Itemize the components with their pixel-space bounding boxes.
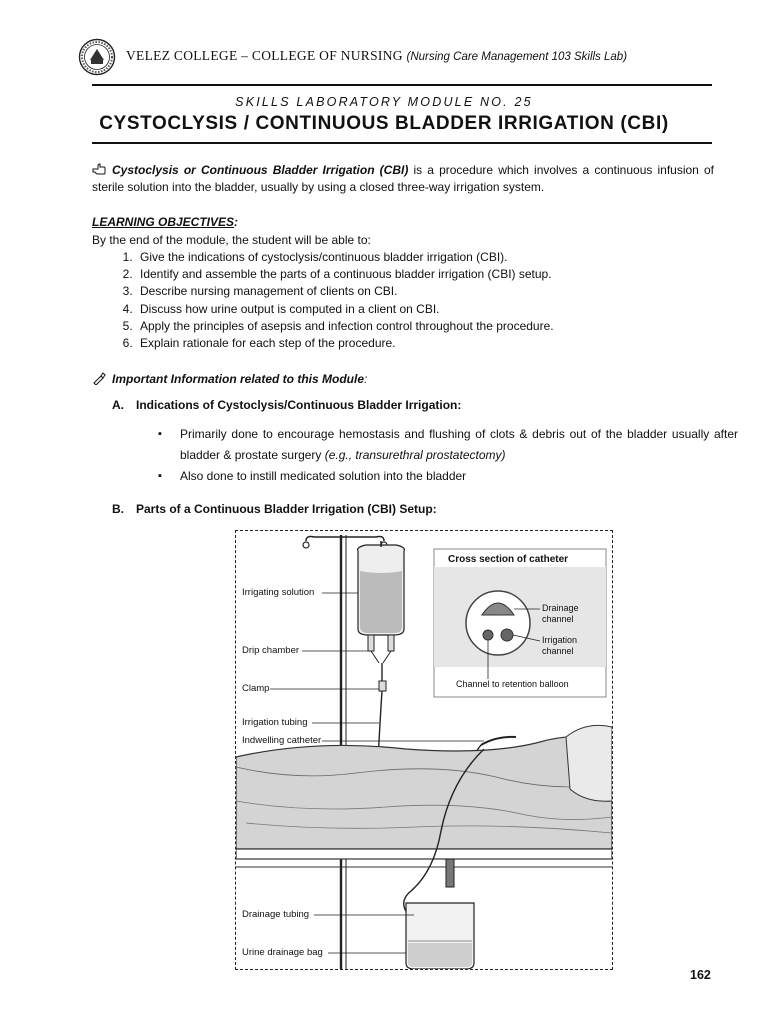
bag-hanger (446, 859, 454, 887)
list-item: 4. Discuss how urine output is computed in a client on CBI. (136, 301, 714, 318)
section-a-heading (112, 398, 461, 412)
intro-term: Cystoclysis or Continuous Bladder Irrigation (CBI) (112, 163, 409, 177)
pointing-hand-icon (92, 162, 106, 176)
svg-text:Drainage: Drainage (542, 603, 579, 613)
svg-text:Irrigation: Irrigation (542, 635, 578, 645)
example-text: (e.g., transurethral prostatectomy) (324, 448, 506, 462)
clamp (379, 681, 386, 691)
inset-title: Cross section of catheter (448, 554, 569, 565)
label-drip-chamber: Drip chamber (242, 645, 300, 656)
label-irrigation-tubing: Irrigation tubing (242, 717, 308, 728)
college-name: VELEZ COLLEGE – COLLEGE OF NURSING (126, 48, 403, 63)
list-item: 6. Explain rationale for each step of the procedure. (136, 335, 714, 352)
learning-objectives-heading: LEARNING OBJECTIVES: (92, 215, 239, 229)
drip-chamber (368, 635, 374, 651)
list-item: 1. Give the indications of cystoclysis/continuous bladder irrigation (CBI). (136, 249, 714, 266)
cbi-setup-illustration (236, 531, 612, 969)
bed-frame (236, 849, 612, 859)
objectives-list (92, 249, 714, 352)
list-item: 3. Describe nursing management of clients on CBI. (136, 283, 714, 300)
cbi-setup-figure (235, 530, 613, 970)
intro-text: is a procedure which involves a continuous infusion of sterile solution into the bladder, usually by using a closed three-way irrigation system. (92, 163, 714, 194)
important-info-heading: Important Information related to this Module: (92, 371, 714, 388)
patient-on-bed (236, 736, 612, 849)
retention-channel (483, 630, 493, 640)
indications-list (156, 424, 738, 487)
learning-objectives-intro: By the end of the module, the student will be able to: (92, 233, 371, 247)
page-title: CYSTOCLYSIS / CONTINUOUS BLADDER IRRIGATION (CBI) (99, 113, 669, 134)
header-text (126, 48, 627, 64)
college-seal-icon (78, 38, 116, 76)
header-divider (92, 84, 712, 86)
label-urine-drainage-bag: Urine drainage bag (242, 947, 323, 958)
iv-hook (306, 537, 384, 542)
irrigation-channel (501, 629, 513, 641)
intro-paragraph (92, 162, 714, 196)
section-letter: B. (112, 502, 124, 516)
pillow (566, 725, 612, 801)
list-item: 2. Identify and assemble the parts of a continuous bladder irrigation (CBI) setup. (136, 266, 714, 283)
catheter-cross-section (466, 591, 530, 655)
svg-text:Channel to retention balloon: Channel to retention balloon (456, 679, 569, 689)
section-title: Parts of a Continuous Bladder Irrigation (CBI) Setup: (136, 502, 437, 516)
label-clamp: Clamp (242, 683, 270, 694)
svg-text:channel: channel (542, 646, 574, 656)
document-header (86, 40, 726, 74)
list-item: ▪ Also done to instill medicated solution into the bladder (180, 466, 738, 487)
indwelling-catheter (481, 737, 516, 745)
label-irrigating-solution: Irrigating solution (242, 587, 315, 598)
section-letter: A. (112, 398, 124, 412)
section-b-heading (112, 502, 437, 516)
label-indwelling-catheter: Indwelling catheter (242, 735, 322, 746)
page-number: 162 (690, 968, 711, 982)
label-drainage-tubing: Drainage tubing (242, 909, 310, 920)
module-number: SKILLS LABORATORY MODULE NO. 25 (235, 95, 533, 109)
section-title: Indications of Cystoclysis/Continuous Bladder Irrigation: (136, 398, 462, 412)
title-divider (92, 142, 712, 144)
list-item: ▪ Primarily done to encourage hemostasis and flushing of clots & debris out of the bladder usually after bladder & prostate surgery (e.g., transurethral prostatectomy) (180, 424, 738, 466)
svg-text:channel: channel (542, 614, 574, 624)
list-item: 5. Apply the principles of asepsis and infection control throughout the procedure. (136, 318, 714, 335)
course-name: (Nursing Care Management 103 Skills Lab) (406, 51, 628, 63)
writing-hand-icon (92, 371, 106, 385)
